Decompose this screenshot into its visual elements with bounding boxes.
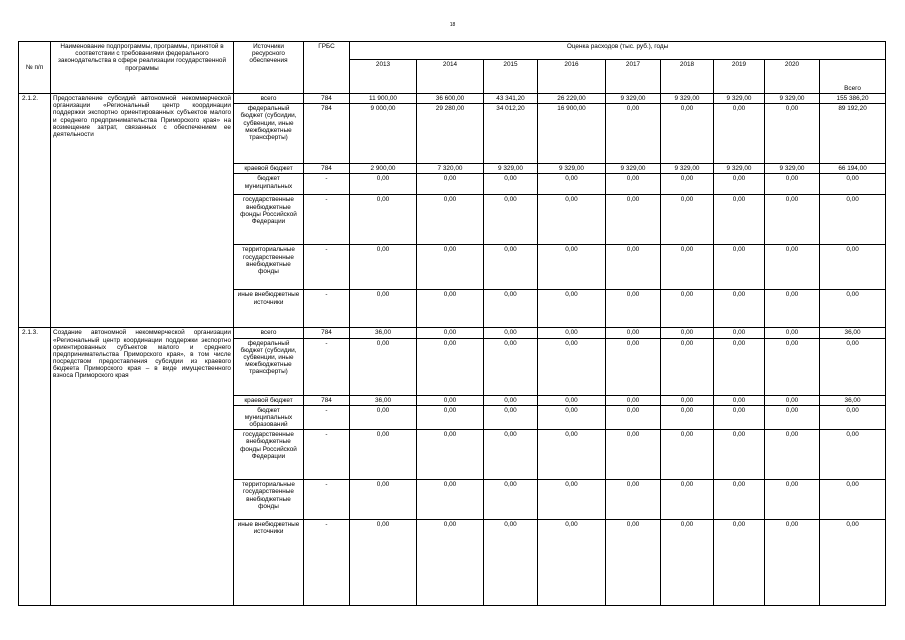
header-year: 2017 <box>606 60 661 94</box>
year-value: 36,00 <box>350 395 417 405</box>
grbs-code: - <box>304 195 350 245</box>
section-name: Предоставление субсидий автономной некоммерческой организации «Региональный центр координации поддержки экспортно ориентированных субъектов малого и среднего предпринимательства Приморского края» на возмещение затрат, связанных с обеспечением ее деятельности <box>51 94 234 328</box>
year-value: 0,00 <box>484 174 538 195</box>
total-value: 0,00 <box>820 245 886 290</box>
year-value: 0,00 <box>417 520 484 606</box>
total-value: 0,00 <box>820 338 886 395</box>
year-value: 0,00 <box>484 430 538 480</box>
year-value: 0,00 <box>350 480 417 520</box>
total-value: 0,00 <box>820 520 886 606</box>
total-value: 0,00 <box>820 405 886 430</box>
year-value: 36 600,00 <box>417 94 484 104</box>
year-value: 0,00 <box>661 328 714 338</box>
header-grbs: ГРБС <box>304 42 350 94</box>
year-value: 0,00 <box>765 174 820 195</box>
year-value: 9 329,00 <box>714 94 765 104</box>
year-value: 0,00 <box>538 395 606 405</box>
header-num: № п/п <box>19 42 51 94</box>
funding-source: территориальные государственные внебюджетные фонды <box>234 245 304 290</box>
year-value: 0,00 <box>661 430 714 480</box>
funding-source: федеральный бюджет (субсидии, субвенции, иные межбюджетные трансферты) <box>234 338 304 395</box>
year-value: 34 012,20 <box>484 104 538 164</box>
year-value: 0,00 <box>661 174 714 195</box>
year-value: 7 320,00 <box>417 164 484 174</box>
year-value: 0,00 <box>484 395 538 405</box>
year-value: 0,00 <box>538 245 606 290</box>
year-value: 0,00 <box>538 430 606 480</box>
grbs-code: 784 <box>304 395 350 405</box>
header-year: 2015 <box>484 60 538 94</box>
year-value: 0,00 <box>606 405 661 430</box>
year-value: 0,00 <box>538 520 606 606</box>
grbs-code: - <box>304 430 350 480</box>
year-value: 0,00 <box>714 338 765 395</box>
year-value: 0,00 <box>350 290 417 328</box>
grbs-code: - <box>304 174 350 195</box>
year-value: 0,00 <box>538 338 606 395</box>
total-value: 66 194,00 <box>820 164 886 174</box>
grbs-code: - <box>304 245 350 290</box>
year-value: 0,00 <box>661 405 714 430</box>
year-value: 26 229,00 <box>538 94 606 104</box>
year-value: 0,00 <box>714 328 765 338</box>
year-value: 36,00 <box>350 328 417 338</box>
year-value: 0,00 <box>661 104 714 164</box>
header-year: 2013 <box>350 60 417 94</box>
year-value: 0,00 <box>606 245 661 290</box>
year-value: 0,00 <box>350 430 417 480</box>
grbs-code: - <box>304 405 350 430</box>
table-row <box>19 94 886 104</box>
funding-source: всего <box>234 94 304 104</box>
year-value: 0,00 <box>714 290 765 328</box>
total-value: 0,00 <box>820 290 886 328</box>
year-value: 0,00 <box>538 174 606 195</box>
header-total: Всего <box>820 60 886 94</box>
year-value: 0,00 <box>765 405 820 430</box>
year-value: 0,00 <box>765 430 820 480</box>
year-value: 0,00 <box>765 290 820 328</box>
year-value: 43 341,20 <box>484 94 538 104</box>
year-value: 0,00 <box>538 480 606 520</box>
total-value: 0,00 <box>820 174 886 195</box>
total-value: 0,00 <box>820 430 886 480</box>
total-value: 36,00 <box>820 328 886 338</box>
year-value: 0,00 <box>350 174 417 195</box>
year-value: 0,00 <box>484 290 538 328</box>
year-value: 0,00 <box>350 245 417 290</box>
year-value: 9 329,00 <box>765 164 820 174</box>
year-value: 0,00 <box>606 174 661 195</box>
year-value: 0,00 <box>714 395 765 405</box>
year-value: 0,00 <box>417 430 484 480</box>
year-value: 9 329,00 <box>606 164 661 174</box>
year-value: 0,00 <box>606 328 661 338</box>
grbs-code: 784 <box>304 164 350 174</box>
year-value: 0,00 <box>606 520 661 606</box>
grbs-code: 784 <box>304 94 350 104</box>
year-value: 2 900,00 <box>350 164 417 174</box>
year-value: 9 329,00 <box>606 94 661 104</box>
year-value: 0,00 <box>350 405 417 430</box>
year-value: 0,00 <box>765 480 820 520</box>
funding-source: бюджет муниципальных <box>234 174 304 195</box>
total-value: 36,00 <box>820 395 886 405</box>
year-value: 0,00 <box>606 290 661 328</box>
year-value: 9 329,00 <box>661 164 714 174</box>
funding-source: иные внебюджетные источники <box>234 520 304 606</box>
year-value: 0,00 <box>484 405 538 430</box>
year-value: 9 329,00 <box>714 164 765 174</box>
year-value: 16 900,00 <box>538 104 606 164</box>
year-value: 0,00 <box>661 395 714 405</box>
grbs-code: 784 <box>304 328 350 338</box>
header-sources: Источники ресурсного обеспечения <box>234 42 304 94</box>
year-value: 0,00 <box>714 104 765 164</box>
year-value: 0,00 <box>661 338 714 395</box>
year-value: 0,00 <box>765 328 820 338</box>
year-value: 0,00 <box>661 290 714 328</box>
year-value: 0,00 <box>538 328 606 338</box>
funding-source: краевой бюджет <box>234 164 304 174</box>
section-number: 2.1.3. <box>19 328 51 606</box>
total-value: 155 386,20 <box>820 94 886 104</box>
grbs-code: - <box>304 520 350 606</box>
year-value: 0,00 <box>765 395 820 405</box>
header-year: 2019 <box>714 60 765 94</box>
year-value: 0,00 <box>661 195 714 245</box>
funding-source: иные внебюджетные источники <box>234 290 304 328</box>
year-value: 0,00 <box>484 480 538 520</box>
year-value: 0,00 <box>606 104 661 164</box>
year-value: 0,00 <box>484 328 538 338</box>
year-value: 0,00 <box>714 174 765 195</box>
year-value: 0,00 <box>714 480 765 520</box>
header-estimate: Оценка расходов (тыс. руб.), годы <box>350 42 886 60</box>
year-value: 0,00 <box>538 290 606 328</box>
year-value: 0,00 <box>417 174 484 195</box>
year-value: 0,00 <box>538 405 606 430</box>
page-number: 18 <box>449 22 456 28</box>
funding-source: государственные внебюджетные фонды Российской Федерации <box>234 195 304 245</box>
grbs-code: - <box>304 290 350 328</box>
grbs-code: - <box>304 338 350 395</box>
header-year: 2014 <box>417 60 484 94</box>
year-value: 0,00 <box>417 195 484 245</box>
funding-source: государственные внебюджетные фонды Российской Федерации <box>234 430 304 480</box>
year-value: 0,00 <box>714 430 765 480</box>
year-value: 0,00 <box>765 104 820 164</box>
year-value: 0,00 <box>606 338 661 395</box>
year-value: 29 280,00 <box>417 104 484 164</box>
year-value: 0,00 <box>484 520 538 606</box>
year-value: 0,00 <box>765 195 820 245</box>
year-value: 0,00 <box>350 520 417 606</box>
year-value: 0,00 <box>417 328 484 338</box>
year-value: 0,00 <box>606 395 661 405</box>
table-row <box>19 328 886 338</box>
grbs-code: - <box>304 480 350 520</box>
year-value: 0,00 <box>714 245 765 290</box>
grbs-code: 784 <box>304 104 350 164</box>
year-value: 9 000,00 <box>350 104 417 164</box>
header-name: Наименование подпрограммы, программы, принятой в соответствии с требованиями федерального законодательства в сфере реализации государственной программы <box>51 42 234 94</box>
year-value: 0,00 <box>417 480 484 520</box>
year-value: 0,00 <box>765 338 820 395</box>
year-value: 0,00 <box>714 195 765 245</box>
year-value: 0,00 <box>765 520 820 606</box>
year-value: 0,00 <box>484 245 538 290</box>
year-value: 0,00 <box>417 395 484 405</box>
header-year: 2016 <box>538 60 606 94</box>
year-value: 0,00 <box>538 195 606 245</box>
year-value: 0,00 <box>417 405 484 430</box>
year-value: 0,00 <box>484 195 538 245</box>
funding-source: федеральный бюджет (субсидии, субвенции, иные межбюджетные трансферты) <box>234 104 304 164</box>
year-value: 0,00 <box>417 245 484 290</box>
funding-source: краевой бюджет <box>234 395 304 405</box>
year-value: 0,00 <box>765 245 820 290</box>
total-value: 0,00 <box>820 195 886 245</box>
funding-source: территориальные государственные внебюджетные фонды <box>234 480 304 520</box>
year-value: 9 329,00 <box>538 164 606 174</box>
year-value: 0,00 <box>417 290 484 328</box>
year-value: 9 329,00 <box>484 164 538 174</box>
year-value: 0,00 <box>714 405 765 430</box>
year-value: 0,00 <box>350 338 417 395</box>
budget-table <box>18 41 886 606</box>
year-value: 0,00 <box>714 520 765 606</box>
total-value: 89 192,20 <box>820 104 886 164</box>
year-value: 0,00 <box>606 430 661 480</box>
year-value: 0,00 <box>661 245 714 290</box>
funding-source: всего <box>234 328 304 338</box>
header-year: 2018 <box>661 60 714 94</box>
year-value: 9 329,00 <box>765 94 820 104</box>
year-value: 0,00 <box>350 195 417 245</box>
year-value: 0,00 <box>417 338 484 395</box>
year-value: 9 329,00 <box>661 94 714 104</box>
funding-source: бюджет муниципальных образований <box>234 405 304 430</box>
year-value: 0,00 <box>606 480 661 520</box>
section-name: Создание автономной некоммерческой организации «Региональный центр координации поддержки экспортно ориентированных субъектов малого и среднего предпринимательства Приморского края», в том числе посредством предоставления субсидии из краевого бюджета Приморского края – в виде имущественного взноса Приморского края <box>51 328 234 606</box>
year-value: 0,00 <box>661 520 714 606</box>
total-value: 0,00 <box>820 480 886 520</box>
year-value: 0,00 <box>484 338 538 395</box>
year-value: 0,00 <box>661 480 714 520</box>
year-value: 11 900,00 <box>350 94 417 104</box>
section-number: 2.1.2. <box>19 94 51 328</box>
year-value: 0,00 <box>606 195 661 245</box>
header-year: 2020 <box>765 60 820 94</box>
